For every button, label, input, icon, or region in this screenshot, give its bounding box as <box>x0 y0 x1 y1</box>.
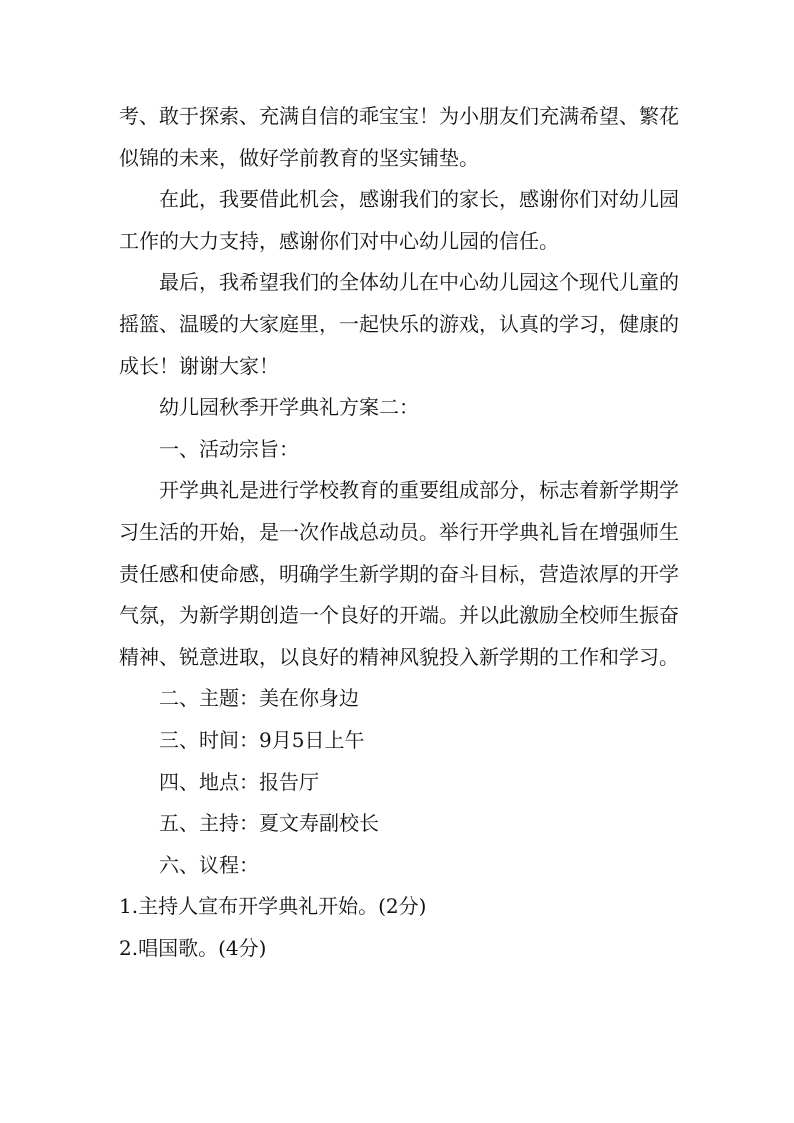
agenda-item-1: 1.主持人宣布开学典礼开始。(2分) <box>119 894 427 919</box>
section-time: 三、时间：9月5日上午 <box>159 727 365 752</box>
section-theme: 二、主题：美在你身边 <box>159 686 359 711</box>
section-location: 四、地点：报告厅 <box>159 769 319 794</box>
plan-two-title: 幼儿园秋季开学典礼方案二： <box>159 395 419 420</box>
section-purpose-heading: 一、活动宗旨： <box>159 436 299 461</box>
paragraph-thanks-parents: 在此，我要借此机会，感谢我们的家长，感谢你们对幼儿园工作的大力支持，感谢你们对中心幼儿园的信任。 <box>119 187 679 253</box>
paragraph-closing-wish: 最后，我希望我们的全体幼儿在中心幼儿园这个现代儿童的摇篮、温暖的大家庭里，一起快乐的游戏，认真的学习，健康的成长！谢谢大家！ <box>119 270 679 378</box>
section-agenda-heading: 六、议程： <box>159 852 259 877</box>
paragraph-continuation: 考、敢于探索、充满自信的乖宝宝！为小朋友们充满希望、繁花似锦的未来，做好学前教育的坚实铺垫。 <box>119 104 679 170</box>
document-body <box>119 96 679 969</box>
paragraph-purpose: 开学典礼是进行学校教育的重要组成部分，标志着新学期学习生活的开始，是一次作战总动员。举行开学典礼旨在增强师生责任感和使命感，明确学生新学期的奋斗目标，营造浓厚的开学气氛，为新学期创造一个良好的开端。并以此激励全校师生振奋精神、锐意进取，以良好的精神风貌投入新学期的工作和学习。 <box>119 478 679 669</box>
section-host: 五、主持：夏文寿副校长 <box>159 811 379 836</box>
agenda-item-2: 2.唱国歌。(4分) <box>119 935 267 960</box>
